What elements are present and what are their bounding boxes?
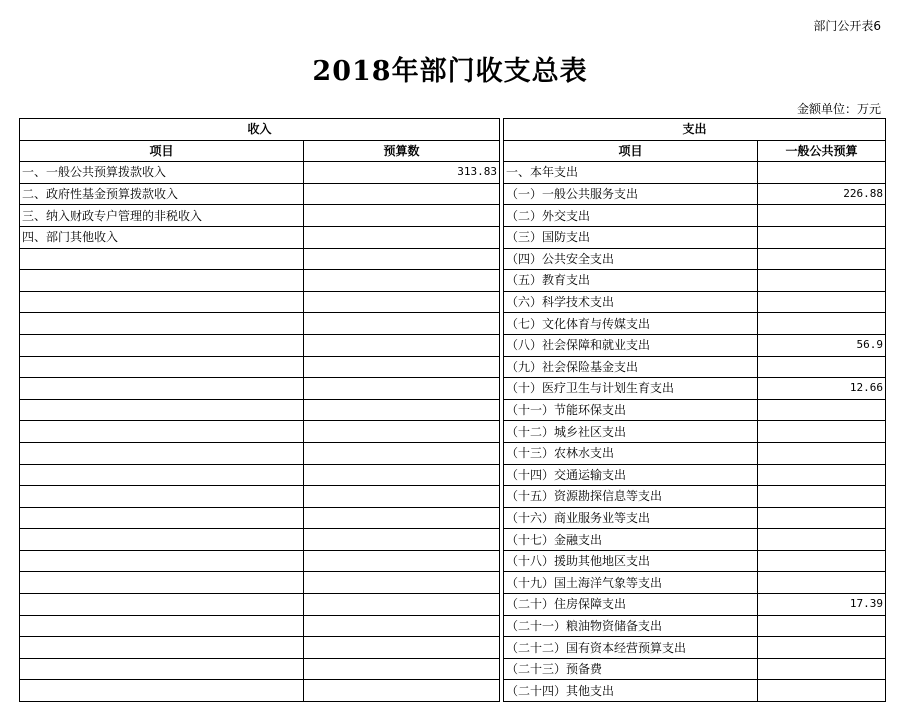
income-budget-cell	[304, 378, 500, 400]
income-item-cell	[20, 313, 304, 335]
income-budget-cell	[304, 486, 500, 508]
expense-item-cell: （二十）住房保障支出	[504, 594, 758, 616]
income-budget-cell	[304, 658, 500, 680]
income-budget-cell	[304, 183, 500, 205]
income-item-cell	[20, 594, 304, 616]
expense-budget-cell	[758, 572, 886, 594]
income-budget-cell	[304, 291, 500, 313]
table-body	[20, 119, 886, 702]
expense-item-cell: （四）公共安全支出	[504, 248, 758, 270]
expense-budget-cell	[758, 226, 886, 248]
expense-item-cell: （六）科学技术支出	[504, 291, 758, 313]
expense-budget-cell	[758, 421, 886, 443]
expense-item-cell: （七）文化体育与传媒支出	[504, 313, 758, 335]
income-budget-cell	[304, 270, 500, 292]
expense-budget-cell	[758, 399, 886, 421]
table-row	[20, 334, 886, 356]
income-budget-cell	[304, 205, 500, 227]
expense-budget-cell	[758, 637, 886, 659]
income-budget-cell	[304, 680, 500, 702]
income-item-cell	[20, 507, 304, 529]
table-row	[20, 507, 886, 529]
income-budget-cell	[304, 464, 500, 486]
expense-item-cell: 一、本年支出	[504, 162, 758, 184]
income-item-cell	[20, 615, 304, 637]
expense-item-cell: （十三）农林水支出	[504, 442, 758, 464]
expense-item-cell: （九）社会保险基金支出	[504, 356, 758, 378]
expense-item-cell: （八）社会保障和就业支出	[504, 334, 758, 356]
income-item-cell: 三、纳入财政专户管理的非税收入	[20, 205, 304, 227]
section-header-row	[20, 119, 886, 141]
table-row	[20, 291, 886, 313]
expense-budget-cell	[758, 680, 886, 702]
income-budget-cell	[304, 226, 500, 248]
expense-item-cell: （十五）资源勘探信息等支出	[504, 486, 758, 508]
income-budget-cell	[304, 637, 500, 659]
table-row	[20, 313, 886, 335]
expense-budget-cell	[758, 270, 886, 292]
expense-item-cell: （五）教育支出	[504, 270, 758, 292]
income-item-cell	[20, 637, 304, 659]
income-budget-cell	[304, 594, 500, 616]
expense-budget-cell: 56.9	[758, 334, 886, 356]
income-item-header: 项目	[20, 140, 304, 162]
expense-item-cell: （二十四）其他支出	[504, 680, 758, 702]
expense-budget-cell	[758, 162, 886, 184]
income-item-cell	[20, 680, 304, 702]
table-row	[20, 270, 886, 292]
budget-summary-table	[19, 118, 886, 702]
income-item-cell: 二、政府性基金预算拨款收入	[20, 183, 304, 205]
expense-budget-cell: 17.39	[758, 594, 886, 616]
income-item-cell	[20, 248, 304, 270]
income-item-cell	[20, 464, 304, 486]
income-item-cell	[20, 421, 304, 443]
income-budget-cell	[304, 334, 500, 356]
page-title: 2018年部门收支总表	[312, 56, 588, 87]
column-header-row	[20, 140, 886, 162]
expense-budget-cell	[758, 291, 886, 313]
expense-budget-cell	[758, 205, 886, 227]
expense-budget-cell	[758, 507, 886, 529]
expense-budget-header: 一般公共预算	[758, 140, 886, 162]
table-row	[20, 464, 886, 486]
income-item-cell	[20, 334, 304, 356]
table-row	[20, 637, 886, 659]
expense-item-cell: （十七）金融支出	[504, 529, 758, 551]
table-row	[20, 378, 886, 400]
income-item-cell	[20, 572, 304, 594]
expense-budget-cell	[758, 442, 886, 464]
income-item-cell	[20, 529, 304, 551]
table-row	[20, 205, 886, 227]
expense-item-cell: （三）国防支出	[504, 226, 758, 248]
table-row	[20, 248, 886, 270]
expense-budget-cell	[758, 464, 886, 486]
income-budget-cell	[304, 399, 500, 421]
expense-item-cell: （十二）城乡社区支出	[504, 421, 758, 443]
expense-item-cell: （十一）节能环保支出	[504, 399, 758, 421]
expense-budget-cell	[758, 313, 886, 335]
income-budget-cell	[304, 248, 500, 270]
income-budget-cell	[304, 421, 500, 443]
expense-budget-cell	[758, 615, 886, 637]
expense-item-cell: （二十二）国有资本经营预算支出	[504, 637, 758, 659]
expense-item-cell: （十八）援助其他地区支出	[504, 550, 758, 572]
table-row	[20, 421, 886, 443]
table-row	[20, 486, 886, 508]
table-row	[20, 615, 886, 637]
form-tag: 部门公开表6	[813, 19, 881, 33]
table-row	[20, 442, 886, 464]
income-budget-cell	[304, 615, 500, 637]
income-budget-cell	[304, 529, 500, 551]
income-item-cell	[20, 399, 304, 421]
expense-item-cell: （十九）国土海洋气象等支出	[504, 572, 758, 594]
table-row	[20, 550, 886, 572]
income-budget-cell: 313.83	[304, 162, 500, 184]
expense-budget-cell	[758, 486, 886, 508]
table-row	[20, 162, 886, 184]
expense-item-cell: （十）医疗卫生与计划生育支出	[504, 378, 758, 400]
expense-item-cell: （一）一般公共服务支出	[504, 183, 758, 205]
income-budget-header: 预算数	[304, 140, 500, 162]
table-row	[20, 399, 886, 421]
expense-budget-cell	[758, 356, 886, 378]
expense-budget-cell	[758, 248, 886, 270]
expense-item-cell: （十四）交通运输支出	[504, 464, 758, 486]
income-budget-cell	[304, 572, 500, 594]
income-section-header: 收入	[20, 119, 500, 141]
expense-item-cell: （二十三）预备费	[504, 658, 758, 680]
income-budget-cell	[304, 507, 500, 529]
income-item-cell	[20, 486, 304, 508]
income-budget-cell	[304, 550, 500, 572]
expense-budget-cell: 226.88	[758, 183, 886, 205]
expense-item-cell: （二）外交支出	[504, 205, 758, 227]
table-row	[20, 183, 886, 205]
income-item-cell: 四、部门其他收入	[20, 226, 304, 248]
expense-item-cell: （十六）商业服务业等支出	[504, 507, 758, 529]
table-row	[20, 356, 886, 378]
table-row	[20, 594, 886, 616]
income-budget-cell	[304, 356, 500, 378]
table-row	[20, 226, 886, 248]
expense-budget-cell: 12.66	[758, 378, 886, 400]
expense-item-header: 项目	[504, 140, 758, 162]
income-item-cell	[20, 270, 304, 292]
income-item-cell	[20, 442, 304, 464]
expense-section-header: 支出	[504, 119, 886, 141]
income-item-cell	[20, 378, 304, 400]
expense-budget-cell	[758, 529, 886, 551]
expense-item-cell: （二十一）粮油物资储备支出	[504, 615, 758, 637]
income-budget-cell	[304, 313, 500, 335]
table-row	[20, 680, 886, 702]
expense-budget-cell	[758, 658, 886, 680]
amount-unit: 金额单位：万元	[796, 102, 881, 116]
table-row	[20, 529, 886, 551]
income-budget-cell	[304, 442, 500, 464]
table-row	[20, 572, 886, 594]
income-item-cell	[20, 550, 304, 572]
expense-budget-cell	[758, 550, 886, 572]
income-item-cell	[20, 658, 304, 680]
income-item-cell	[20, 356, 304, 378]
table-row	[20, 658, 886, 680]
income-item-cell	[20, 291, 304, 313]
income-item-cell: 一、一般公共预算拨款收入	[20, 162, 304, 184]
